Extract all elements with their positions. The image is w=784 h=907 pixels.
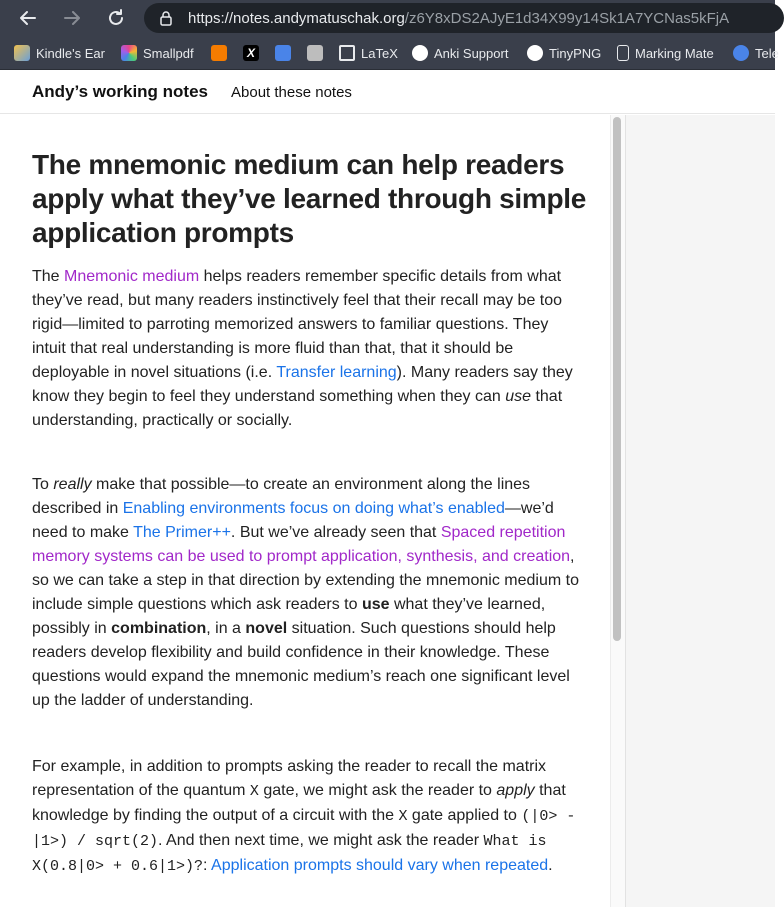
bookmark-label: Anki Support [434,45,509,61]
bookmark-tinypng[interactable] [527,44,601,62]
kindle-icon [14,45,30,61]
bookmark-tele[interactable] [733,44,779,62]
bookmark-google-translate[interactable] [275,44,291,62]
paragraph-1: The Mnemonic medium helps readers remember specific details from what they’ve read, but many readers instinctively feel that their recall may be too rigid—limited to parroting memorized answers to familiar questions. They intuit that real understanding is more fluid than that, that it should be deployable in novel situations (i.e. Transfer learning). Many readers say they know they begin to feel they understand something when they can use that understanding, practically or socially. [32,268,573,429]
bookmarks-bar [0,36,779,70]
side-pane [625,115,775,907]
x-icon: X [243,45,259,61]
back-icon[interactable] [16,6,40,30]
bookmark-document[interactable] [307,44,323,62]
link-application-prompts-vary[interactable]: Application prompts should vary when repeated [211,857,549,874]
bookmark-label: TinyPNG [549,45,602,61]
tinypng-icon [527,45,543,61]
latex-icon [339,45,355,61]
site-title-link[interactable]: Andy’s working notes [32,82,209,101]
link-primer-plus-plus[interactable]: The Primer++ [133,524,231,541]
bookmark-anki-support[interactable] [412,44,508,62]
bookmark-label: Kindle's Ear [36,45,105,61]
paragraph-3: For example, in addition to prompts asking the reader to recall the matrix representation of the quantum X gate, we might ask the reader to apply that knowledge by finding the output of a circuit with the X gate applied to (|0> - |1>) / sqrt(2). And then next time, we might ask the reader What is X(0.8|0> + 0.6|1>)?: Application prompts should vary when repeated. [32,758,576,875]
google-translate-icon [275,45,291,61]
address-bar[interactable] [144,3,784,33]
teams-icon [733,45,749,61]
note-pane [0,115,610,907]
about-link[interactable]: About these notes [231,84,352,101]
bookmark-x[interactable] [243,44,259,62]
bookmark-label: Smallpdf [143,45,194,61]
browser-toolbar [0,0,775,36]
forward-icon[interactable] [60,6,84,30]
reload-icon[interactable] [104,6,128,30]
link-transfer-learning[interactable]: Transfer learning [276,364,397,381]
bookmark-latex[interactable] [339,44,398,62]
blogger-icon [211,45,227,61]
smallpdf-icon [121,45,137,61]
bookmark-blogger[interactable] [211,44,227,62]
link-enabling-environments[interactable]: Enabling environments focus on doing what’s enabled [122,500,505,517]
note-title: The mnemonic medium can help readers apply what they’ve learned through simple application prompts [32,149,587,248]
bookmark-label: Tele [755,45,779,61]
link-spaced-repetition-application[interactable]: Spaced repetition memory systems can be used to prompt application, synthesis, and creation [32,524,571,565]
document-icon [307,45,323,61]
bookmark-label: LaTeX [361,45,398,61]
scrollbar-thumb[interactable] [613,117,621,641]
lock-icon [158,10,174,26]
file-icon [617,45,629,61]
url-text: https://notes.andymatuschak.org/z6Y8xDS2AJyE1d34X99y14Sk1A7YCNas5kFjA [188,10,730,27]
site-header [0,70,775,114]
bookmark-label: Marking Mate [635,45,714,61]
anki-icon [412,45,428,61]
paragraph-2: To really make that possible—to create an environment along the lines described in Enabling environments focus on doing what’s enabled—we’d need to make The Primer++. But we’ve already seen that Spaced repetition memory systems can be used to prompt application, synthesis, and creation, so we can take a step in that direction by extending the mnemonic medium to include simple questions which ask readers to use what they’ve learned, possibly in combination, in a novel situation. Such questions should help readers develop flexibility and build confidence in their knowledge. These questions would expand the mnemonic medium’s reach one significant level up the ladder of understanding. [32,476,579,709]
bookmark-marking-mate[interactable] [617,44,714,62]
bookmark-kindles-ear[interactable] [14,44,105,62]
bookmark-smallpdf[interactable] [121,44,194,62]
link-mnemonic-medium[interactable]: Mnemonic medium [64,268,200,285]
